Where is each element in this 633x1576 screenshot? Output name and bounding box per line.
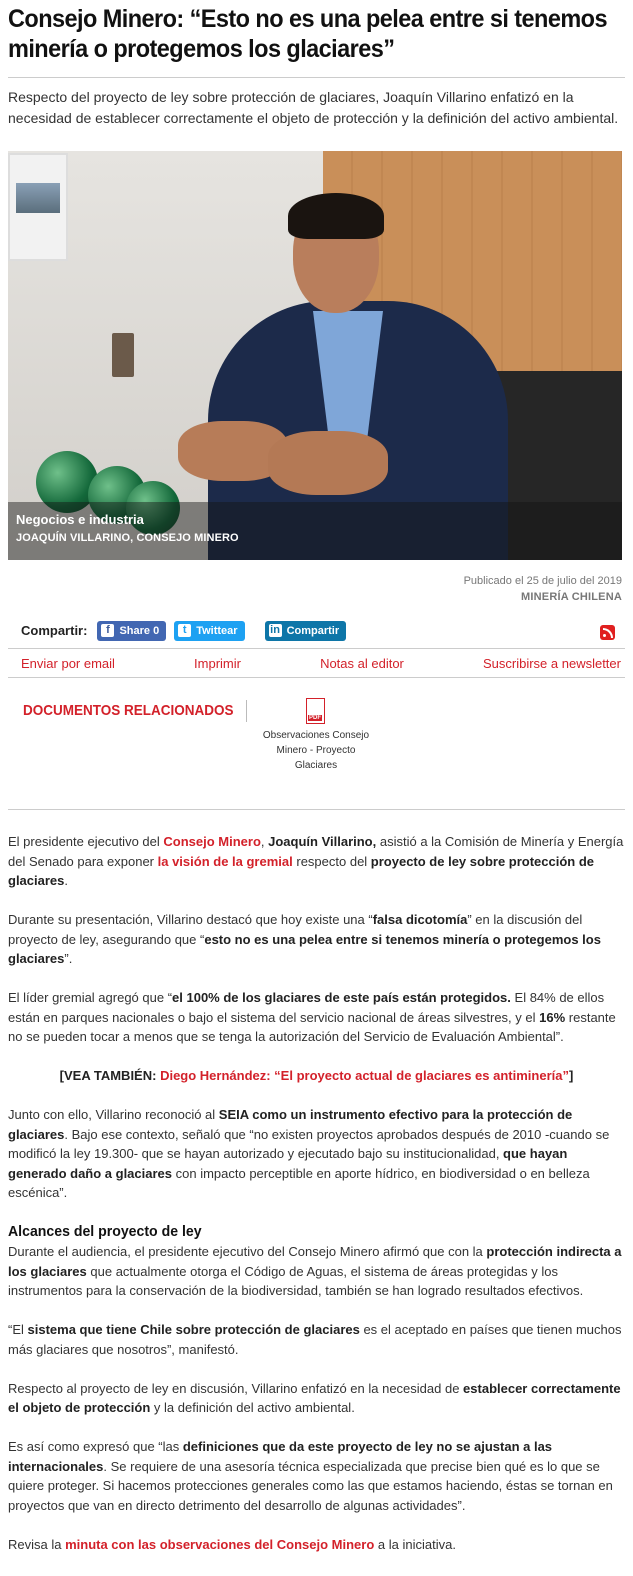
hero-photo[interactable] [8, 151, 622, 560]
document-link[interactable]: Observaciones Consejo Minero - Proyecto Glaciares [262, 730, 370, 771]
paragraph: Revisa la minuta con las observaciones del Consejo Minero a la iniciativa. [8, 1536, 456, 1552]
photo-category: Negocios e industria [16, 512, 144, 527]
editor-notes-link[interactable]: Notas al editor [320, 655, 404, 671]
related-documents-heading: DOCUMENTOS RELACIONADOS [23, 702, 234, 719]
pdf-icon[interactable] [306, 698, 325, 724]
vision-gremial-link[interactable]: la visión de la gremial [157, 853, 293, 869]
related-documents-divider [246, 700, 247, 722]
photo-frame [8, 153, 68, 261]
minuta-link[interactable]: minuta con las observaciones del Consejo Minero [65, 1536, 375, 1552]
publish-date: Publicado el 25 de julio del 2019 [463, 575, 622, 587]
consejo-minero-link[interactable]: Consejo Minero [163, 834, 261, 849]
twitter-icon: t [178, 624, 191, 637]
see-also: [VEA TAMBIÉN: Diego Hernández: “El proyecto actual de glaciares es antiminería”] [59, 1068, 574, 1083]
title-divider [8, 77, 625, 78]
print-link[interactable]: Imprimir [194, 655, 241, 671]
share-label: Compartir: [21, 623, 88, 638]
linkedin-share-label: Compartir [286, 624, 340, 637]
twitter-share-label: Twittear [196, 624, 238, 637]
rss-icon[interactable] [600, 625, 615, 640]
related-documents [8, 678, 625, 810]
paragraph: Respecto al proyecto de ley en discusión, Villarino enfatizó en la necesidad de establecer correctamente el objeto de protección y la definición del activo ambiental. [8, 1380, 621, 1415]
photo-caption: JOAQUÍN VILLARINO, CONSEJO MINERO [16, 532, 239, 544]
newsletter-link[interactable]: Suscribirse a newsletter [482, 655, 621, 671]
paragraph: Junto con ello, Villarino reconoció al SEIA como un instrumento efectivo para la protección de glaciares. Bajo ese contexto, señaló que “no existen proyectos aprobados después de 2010 -cuando se modificó la ley 19.300- que se hayan autorizado y ejecutado bajo su institucionalidad, que hayan generado daño a glaciares con impacto perceptible en aporte hídrico, en biodiversidad o en belleza escénica”. [8, 1107, 610, 1200]
paragraph: Es así como expresó que “las definiciones que da este proyecto de ley no se ajustan a las internacionales. Se requiere de una asesoría técnica especializada que precise bien qué es lo que se quiere proteger. Si hacemos protecciones generales como las que estamos haciendo, éstas se tornan en proyectos que van en directo detrimento del desarrollo de algunas actividades”. [8, 1439, 613, 1513]
article-body [8, 832, 625, 1554]
facebook-icon: f [101, 624, 114, 637]
article-actions [8, 649, 625, 678]
article-meta [8, 573, 625, 605]
paragraph: Durante el audiencia, el presidente ejecutivo del Consejo Minero afirmó que con la protección indirecta a los glaciares que actualmente otorga el Código de Aguas, el sistema de áreas protegidas y los instrumentos para la conservación de la biodiversidad, también se han logrado resultados efectivos. [8, 1244, 622, 1298]
paragraph: El presidente ejecutivo del Consejo Minero, Joaquín Villarino, asistió a la Comisión de Minería y Energía del Senado para exponer la visión de la gremial respecto del proyecto de ley sobre protección de glaciares. [8, 834, 624, 888]
facebook-share-label: Share 0 [119, 624, 160, 637]
pdf-icon-label: PDF [309, 715, 321, 721]
linkedin-icon: in [270, 624, 280, 636]
paragraph: Durante su presentación, Villarino destacó que hoy existe una “falsa dicotomía” en la discusión del proyecto de ley, asegurando que “esto no es una pelea entre si tenemos minería o protegemos los glaciares”. [8, 912, 601, 966]
facebook-share-button[interactable] [97, 621, 166, 641]
photo-light-switch [112, 333, 134, 377]
see-also-link[interactable]: Diego Hernández: “El proyecto actual de glaciares es antiminería” [160, 1068, 569, 1083]
section-heading: Alcances del proyecto de ley [8, 1223, 202, 1240]
share-bar [8, 613, 625, 649]
linkedin-share-button[interactable] [265, 621, 347, 641]
article-title: Consejo Minero: “Esto no es una pelea entre si tenemos minería o protegemos los glaciares” [8, 5, 607, 63]
article-source: MINERÍA CHILENA [521, 591, 622, 603]
photo-caption-bar [8, 502, 622, 560]
paragraph: “El sistema que tiene Chile sobre protección de glaciares es el aceptado en países que tienen muchos más glaciares que nosotros”, manifestó. [8, 1322, 622, 1357]
article-lead: Respecto del proyecto de ley sobre protección de glaciares, Joaquín Villarino enfatizó en la necesidad de establecer correctamente el objeto de protección y la definición del activo ambiental. [8, 89, 619, 126]
email-link[interactable]: Enviar por email [21, 655, 115, 671]
paragraph: El líder gremial agregó que “el 100% de los glaciares de este país están protegidos. El 84% de ellos están en parques nacionales o bajo el sistema del servicio nacional de áreas silvestres, y el 16% restante no se pueden tocar a menos que se tenga la autorización del Servicio de Evaluación Ambiental”. [8, 990, 616, 1044]
twitter-share-button[interactable] [174, 621, 244, 641]
